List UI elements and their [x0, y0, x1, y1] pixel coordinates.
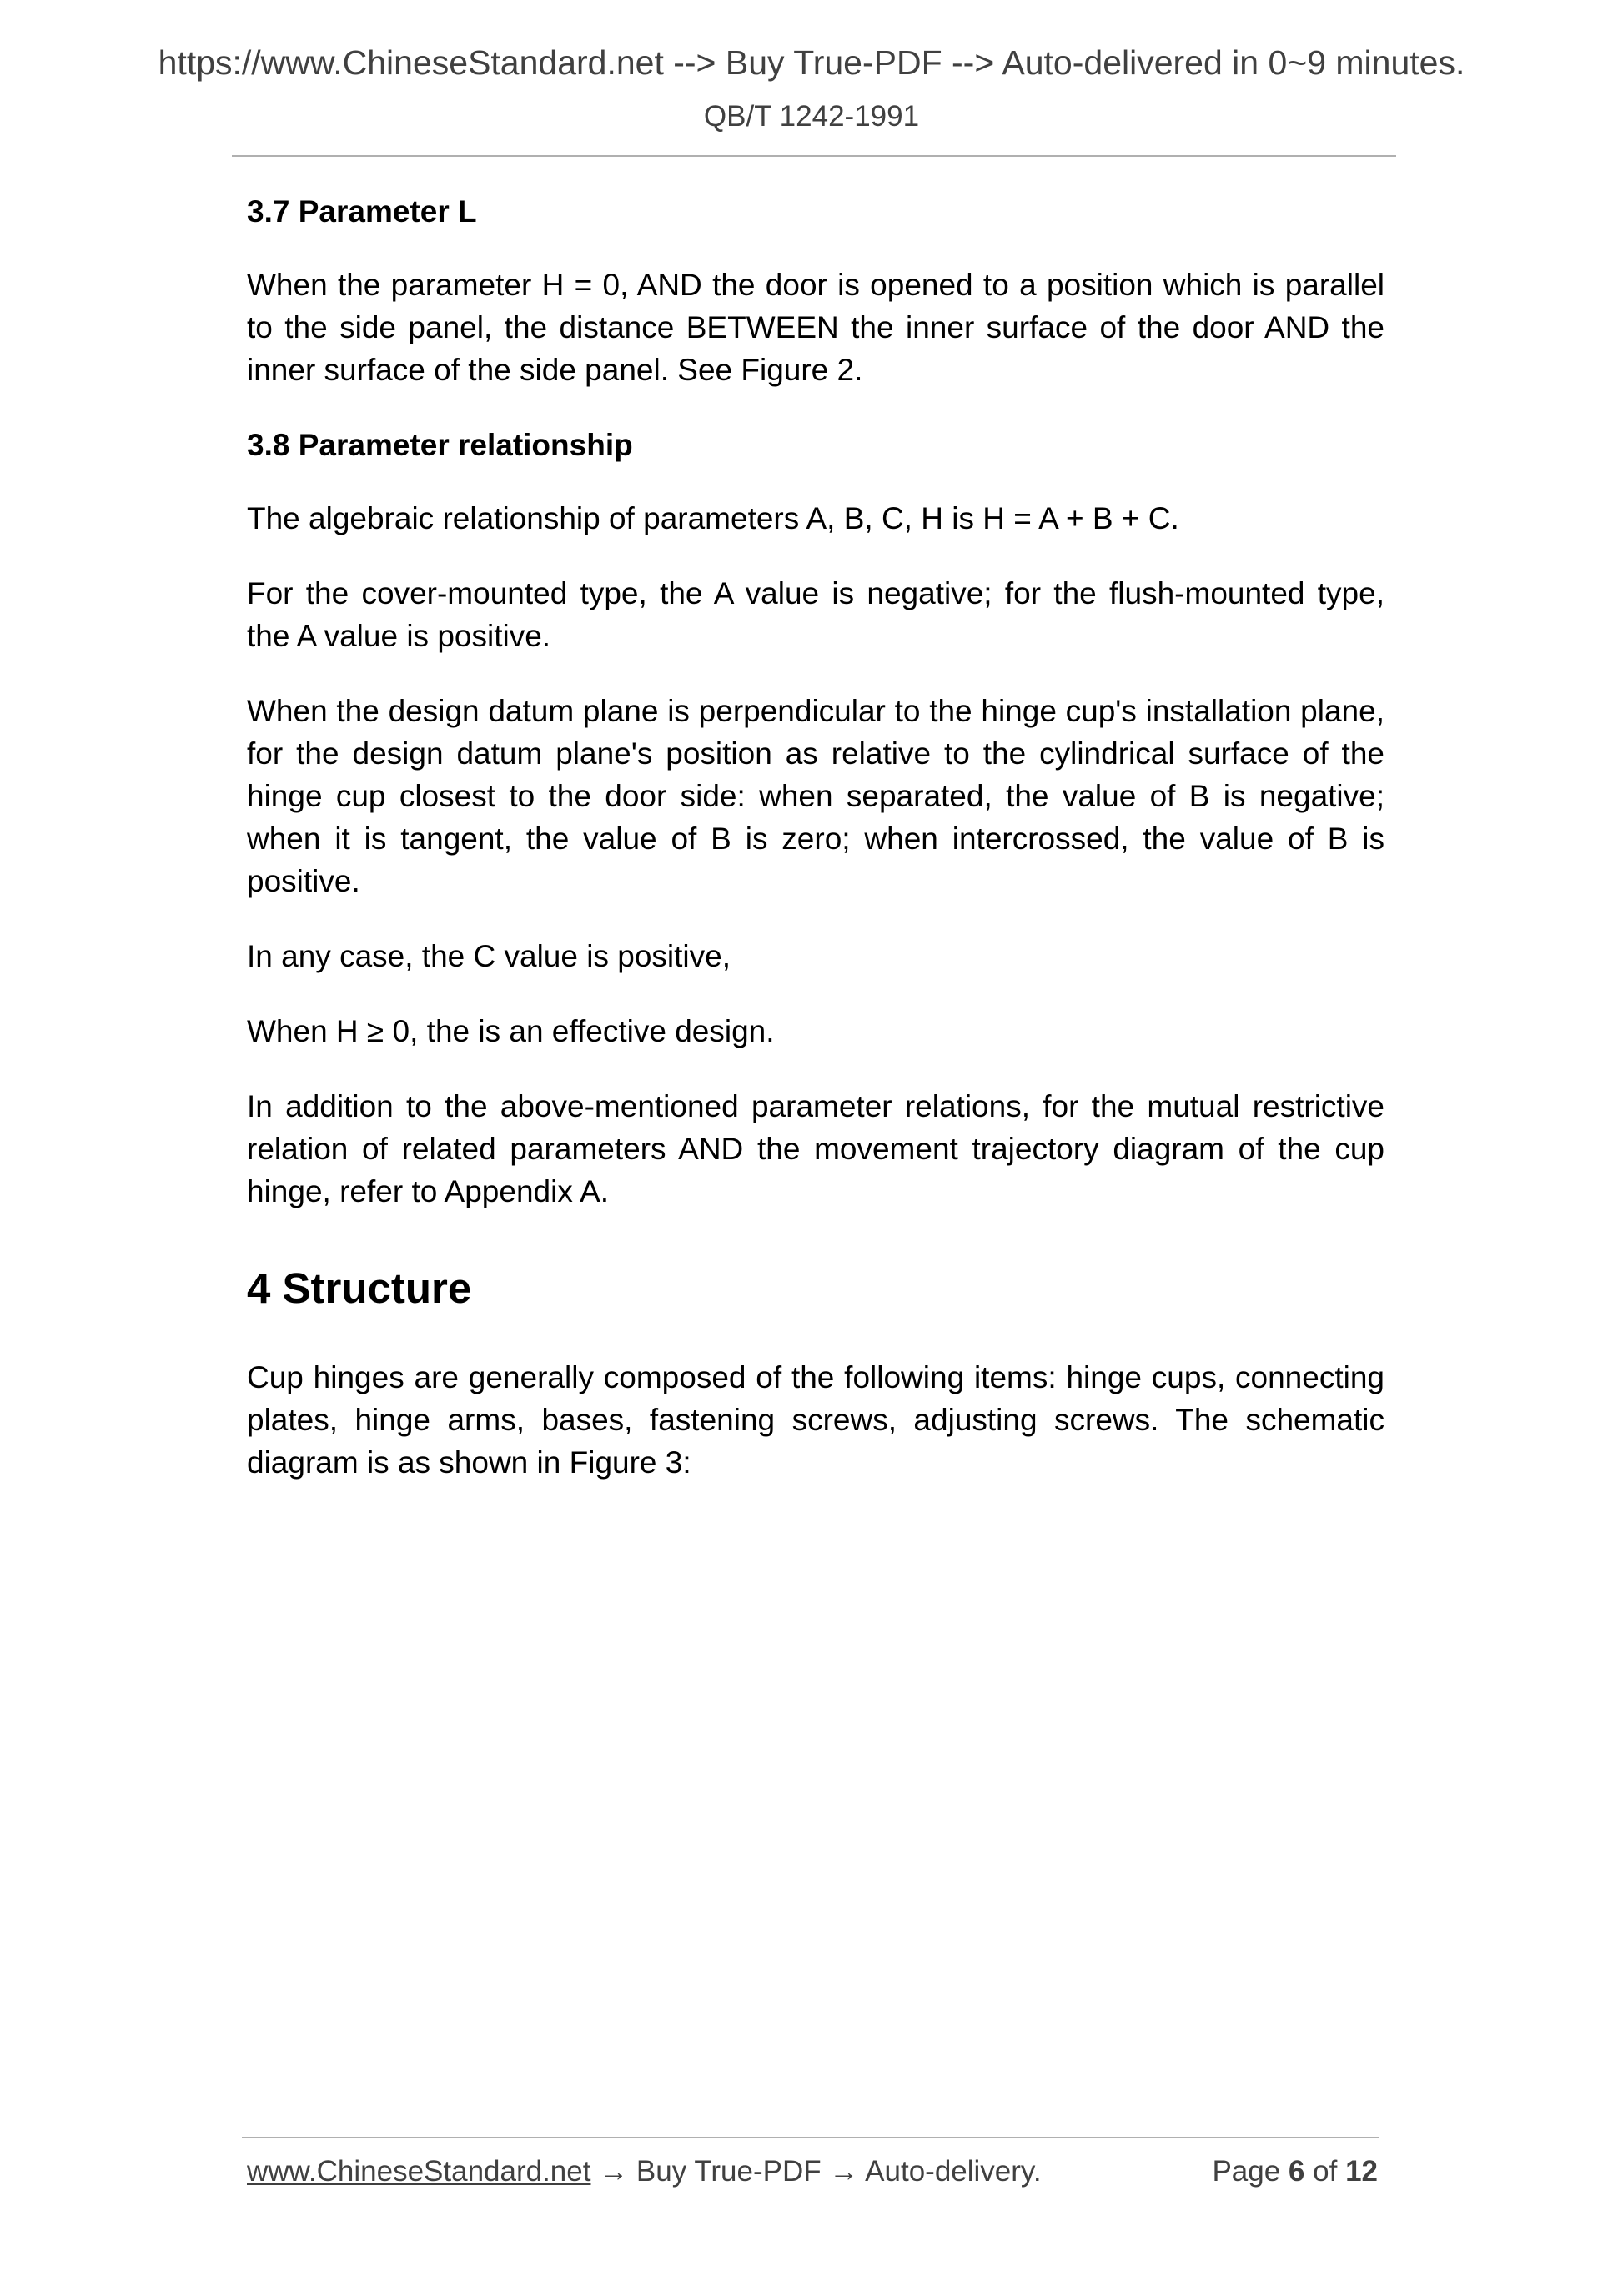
- page-label: Page: [1212, 2155, 1281, 2188]
- section-3-8-paragraph-1: The algebraic relationship of parameters A, B, C, H is H = A + B + C.: [247, 500, 1179, 535]
- document-body: [247, 190, 1384, 1516]
- standard-code: QB/T 1242-1991: [703, 100, 920, 133]
- page-footer: [247, 2155, 1378, 2195]
- header-divider: [232, 155, 1396, 157]
- section-3-8-paragraph-6: In addition to the above-mentioned parameter relations, for the mutual restrictive relation of related parameters AND the movement trajectory diagram of the cup hinge, refer to Appendix A.: [247, 1088, 1384, 1208]
- top-banner: https://www.ChineseStandard.net --> Buy True-PDF --> Auto-delivered in 0~9 minutes.: [158, 43, 1465, 82]
- chapter-4-heading: 4 Structure: [247, 1264, 472, 1312]
- section-3-8-paragraph-3: When the design datum plane is perpendicular to the hinge cup's installation plane, for the design datum plane's position as relative to the cylindrical surface of the hinge cup closest to the door side: when separated, the value of B is negative; when it is tangent, the value of B is zero; when intercrossed, the value of B is positive.: [247, 693, 1384, 898]
- page-total: 12: [1345, 2155, 1378, 2188]
- page-of-label: of: [1313, 2155, 1338, 2188]
- section-3-8-paragraph-5: When H ≥ 0, the is an effective design.: [247, 1013, 775, 1048]
- section-3-8-heading: 3.8 Parameter relationship: [247, 427, 633, 462]
- footer-divider: [242, 2137, 1379, 2138]
- footer-site-link[interactable]: www.ChineseStandard.net: [247, 2155, 591, 2188]
- footer-tagline: → Buy True-PDF → Auto-delivery.: [590, 2155, 1042, 2188]
- chapter-4-paragraph: Cup hinges are generally composed of the following items: hinge cups, connecting plates, hinge arms, bases, fastening screws, adjusting screws. The schematic diagram is as shown in Figure 3:: [247, 1359, 1384, 1480]
- section-3-7-heading: 3.7 Parameter L: [247, 194, 477, 229]
- page-current: 6: [1288, 2155, 1305, 2188]
- section-3-8-paragraph-2: For the cover-mounted type, the A value is negative; for the flush-mounted type, the A value is positive.: [247, 575, 1384, 653]
- footer-left: [247, 2155, 1042, 2188]
- section-3-8-paragraph-4: In any case, the C value is positive,: [247, 938, 731, 973]
- page-number: [1212, 2155, 1378, 2188]
- section-3-7-paragraph: When the parameter H = 0, AND the door is opened to a position which is parallel to the side panel, the distance BETWEEN the inner surface of the door AND the inner surface of the side panel. See Figure 2.: [247, 267, 1384, 387]
